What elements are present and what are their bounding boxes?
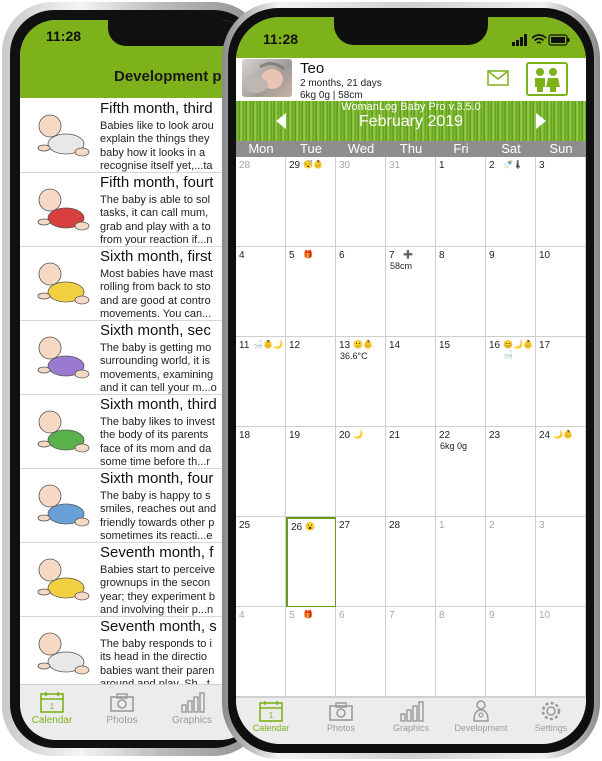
day-number: 4 [239,250,245,261]
event-icon: 🌙 [513,340,523,349]
event-icon: 🎁 [303,250,313,259]
page-title: Development p [114,68,222,85]
weekday-label: Thu [399,141,423,156]
calendar-day[interactable] [536,157,586,247]
calendar-day[interactable] [286,247,336,337]
event-icon: 🌙 [353,430,363,439]
calendar-day[interactable] [436,607,486,697]
event-icon: 👶 [563,430,573,439]
day-number: 22 [439,430,451,441]
development-list-item[interactable] [20,394,256,469]
day-number: 29 [289,160,301,171]
day-number: 31 [389,160,401,171]
calendar-day[interactable] [386,337,436,427]
development-item-description: The baby is getting mo surrounding world, it is movements, examining and it can tell your m...o [100,342,217,394]
weekday-label: Mon [248,141,274,156]
tab-label: Calendar [31,715,73,726]
calendar-day[interactable] [386,157,436,247]
day-number: 7 [389,610,395,621]
calendar-day[interactable] [386,517,436,607]
calendar-day[interactable] [436,517,486,607]
status-time: 11:28 [263,31,299,47]
calendar-day[interactable] [236,607,286,697]
day-number: 6 [339,250,345,261]
baby-icon [468,700,494,722]
day-number: 25 [239,520,251,531]
day-number: 24 [539,430,551,441]
development-item-title: Sixth month, sec [100,322,211,339]
day-number: 28 [239,160,251,171]
event-icon: 🍼 [503,160,513,169]
calendar-day[interactable] [536,607,586,697]
development-item-description: The baby is able to sol tasks, it can call mum, grab and play with a to from your reaction if...n [100,194,213,246]
month-title: February 2019 [358,113,464,130]
development-item-description: Babies start to perceive grownups in the secon year; they experiment b and involving their p...n [100,564,215,616]
tab-label: Photos [106,715,138,726]
development-list-item[interactable] [20,320,256,395]
baby-illustration [26,474,94,536]
event-icon: 😮 [305,522,315,531]
tab-graphics[interactable] [376,700,446,744]
development-item-title: Fifth month, third [100,100,213,117]
tab-label: Development [454,723,508,733]
day-number: 23 [489,430,501,441]
day-number: 8 [439,610,445,621]
calendar-day[interactable] [486,427,536,517]
calendar-icon [39,691,65,713]
calendar-day[interactable] [386,427,436,517]
event-icon: 👶 [363,340,373,349]
tab-label: Photos [326,723,356,733]
tab-calendar[interactable] [22,689,82,737]
baby-photo[interactable] [242,59,292,97]
event-icon: 👶 [263,340,273,349]
day-number: 21 [389,430,401,441]
family-icon [528,64,566,94]
day-number: 3 [539,520,545,531]
event-text: 36.6°C [340,351,368,361]
development-item-title: Seventh month, f [100,544,214,561]
weekday-label: Wed [347,141,375,156]
development-item-description: Babies like to look arou explain the things they baby how it looks in a recognise itself yet,...ta [100,120,214,172]
day-number: 19 [289,430,301,441]
calendar-day[interactable] [486,157,536,247]
back-phone-screen [20,20,256,740]
next-month-arrow-icon[interactable] [530,111,550,131]
calendar-day-today[interactable] [286,517,337,608]
development-item-title: Seventh month, s [100,618,217,635]
event-icon: 🌡 [513,160,524,169]
day-number: 28 [389,520,401,531]
baby-illustration [26,326,94,388]
weekday-header [236,141,586,157]
calendar-icon-day: 1 [268,711,274,720]
family-button[interactable] [526,62,568,96]
calendar-day[interactable] [286,157,336,247]
event-icon: ➕ [403,250,413,259]
event-icon: 🛁 [253,340,263,349]
calendar-day[interactable] [336,337,386,427]
day-number: 26 [291,522,303,533]
day-number: 18 [239,430,251,441]
calendar-day[interactable] [486,517,536,607]
calendar-day[interactable] [336,157,386,247]
calendar-day[interactable] [436,427,486,517]
signal-icon [512,34,527,46]
day-number: 5 [289,250,295,261]
baby-illustration [26,622,94,684]
weekday-label: Fri [453,141,469,156]
wifi-icon [532,35,546,43]
calendar-day[interactable] [486,247,536,337]
calendar-day[interactable] [236,427,286,517]
battery-icon [549,35,570,45]
development-item-description: Most babies have mast rolling from back to sto and are good at contro movements. You can... [100,268,214,320]
weekday-label: Tue [300,141,322,156]
event-icon: 👶 [313,160,323,169]
development-list-item[interactable] [20,616,256,691]
calendar-day[interactable] [236,517,286,607]
calendar-day[interactable] [536,517,586,607]
gear-icon [538,700,564,722]
baby-header[interactable] [236,58,586,102]
day-number: 7 [389,250,395,261]
tab-label: Graphics [171,715,212,726]
calendar-day[interactable] [286,607,336,697]
day-number: 15 [439,340,451,351]
day-number: 3 [539,160,545,171]
event-icon: 🌙 [553,430,563,439]
tab-label: Settings [534,723,568,733]
calendar-day[interactable] [236,157,286,247]
calendar-day[interactable] [336,427,386,517]
weekday-label: Sat [501,141,521,156]
day-number: 27 [339,520,351,531]
event-icon: 🌙 [273,340,283,349]
day-number: 2 [489,160,495,171]
baby-stats: 6kg 0g | 58cm [300,90,363,101]
event-icon: 😴 [303,160,313,169]
calendar-day[interactable] [336,247,386,337]
day-number: 9 [489,610,495,621]
weekday-label: Sun [549,141,573,156]
day-number: 30 [339,160,351,171]
development-list-item[interactable] [20,542,256,617]
mail-icon[interactable] [486,66,510,90]
day-number: 5 [289,610,295,621]
tab-development[interactable] [446,700,516,744]
development-item-title: Sixth month, third [100,396,217,413]
calendar-day[interactable] [236,247,286,337]
baby-illustration [26,178,94,240]
status-icons [512,34,570,46]
tab-calendar[interactable] [236,700,306,744]
calendar-grid [236,157,586,697]
day-number: 20 [339,430,351,441]
tab-bar [236,697,586,744]
development-item-description: The baby likes to invest the body of its parents face of its mom and da some time before th...r [100,416,215,468]
calendar-day[interactable] [386,247,436,337]
prev-month-arrow-icon[interactable] [272,111,292,131]
calendar-day[interactable] [436,157,486,247]
development-item-title: Fifth month, fourt [100,174,214,191]
tab-settings[interactable] [516,700,586,744]
camera-icon [109,691,135,713]
calendar-day[interactable] [436,337,486,427]
camera-icon [328,700,354,722]
baby-name: Teo [300,60,325,77]
day-number: 1 [439,520,445,531]
day-number: 12 [289,340,301,351]
event-icon: 🙂 [353,340,363,349]
calendar-day[interactable] [486,337,536,427]
calendar-icon-day: 1 [49,702,55,711]
day-number: 17 [539,340,551,351]
development-item-title: Sixth month, four [100,470,214,487]
baby-photo-image [242,59,292,97]
event-icon: 🛁 [503,350,513,359]
tab-photos[interactable] [306,700,376,744]
development-list-item[interactable] [20,98,256,173]
development-item-description: The baby responds to i its head in the directio babies want their paren [100,638,215,677]
app-version: WomanLog Baby Pro v.3.5.0 [341,101,481,113]
baby-age: 2 months, 21 days [300,78,382,89]
baby-illustration [26,252,94,314]
calendar-day[interactable] [336,607,386,697]
bar-chart-icon [398,700,424,722]
calendar-day[interactable] [486,607,536,697]
calendar-day[interactable] [336,517,386,607]
tab-label: Calendar [252,723,290,733]
baby-illustration [26,400,94,462]
calendar-day[interactable] [286,427,336,517]
calendar-day[interactable] [436,247,486,337]
day-number: 10 [539,250,551,261]
calendar-day[interactable] [536,427,586,517]
calendar-day[interactable] [236,337,286,427]
development-list-item[interactable] [20,246,256,321]
bar-chart-icon [179,691,205,713]
day-number: 4 [239,610,245,621]
day-number: 8 [439,250,445,261]
status-time: 11:28 [46,28,82,44]
baby-illustration [26,104,94,166]
baby-illustration [26,548,94,610]
calendar-day[interactable] [536,247,586,337]
day-number: 6 [339,610,345,621]
day-number: 9 [489,250,495,261]
front-phone-screen [236,17,586,744]
day-number: 13 [339,340,351,351]
tab-bar [20,684,256,740]
day-number: 16 [489,340,501,351]
event-icon: 😊 [503,340,513,349]
calendar-day[interactable] [536,337,586,427]
event-text: 6kg 0g [440,441,468,451]
tab-label: Graphics [392,723,429,733]
day-number: 2 [489,520,495,531]
tab-graphics[interactable] [162,689,222,737]
event-icon: 👶 [523,340,533,349]
phone-notch [334,17,488,45]
day-number: 10 [539,610,551,621]
development-item-title: Sixth month, first [100,248,212,265]
calendar-icon [258,700,284,722]
tab-photos[interactable] [92,689,152,737]
day-number: 14 [389,340,401,351]
day-number: 11 [239,340,250,351]
development-item-description: The baby is happy to s smiles, reaches out and friendly towards other p sometimes its reacti...e [100,490,217,542]
calendar-day[interactable] [286,337,336,427]
event-text: 58cm [390,261,413,271]
event-icon: 🎁 [303,610,313,619]
day-number: 1 [439,160,445,171]
development-list-item[interactable] [20,172,256,247]
development-list-item[interactable] [20,468,256,543]
calendar-day[interactable] [386,607,436,697]
